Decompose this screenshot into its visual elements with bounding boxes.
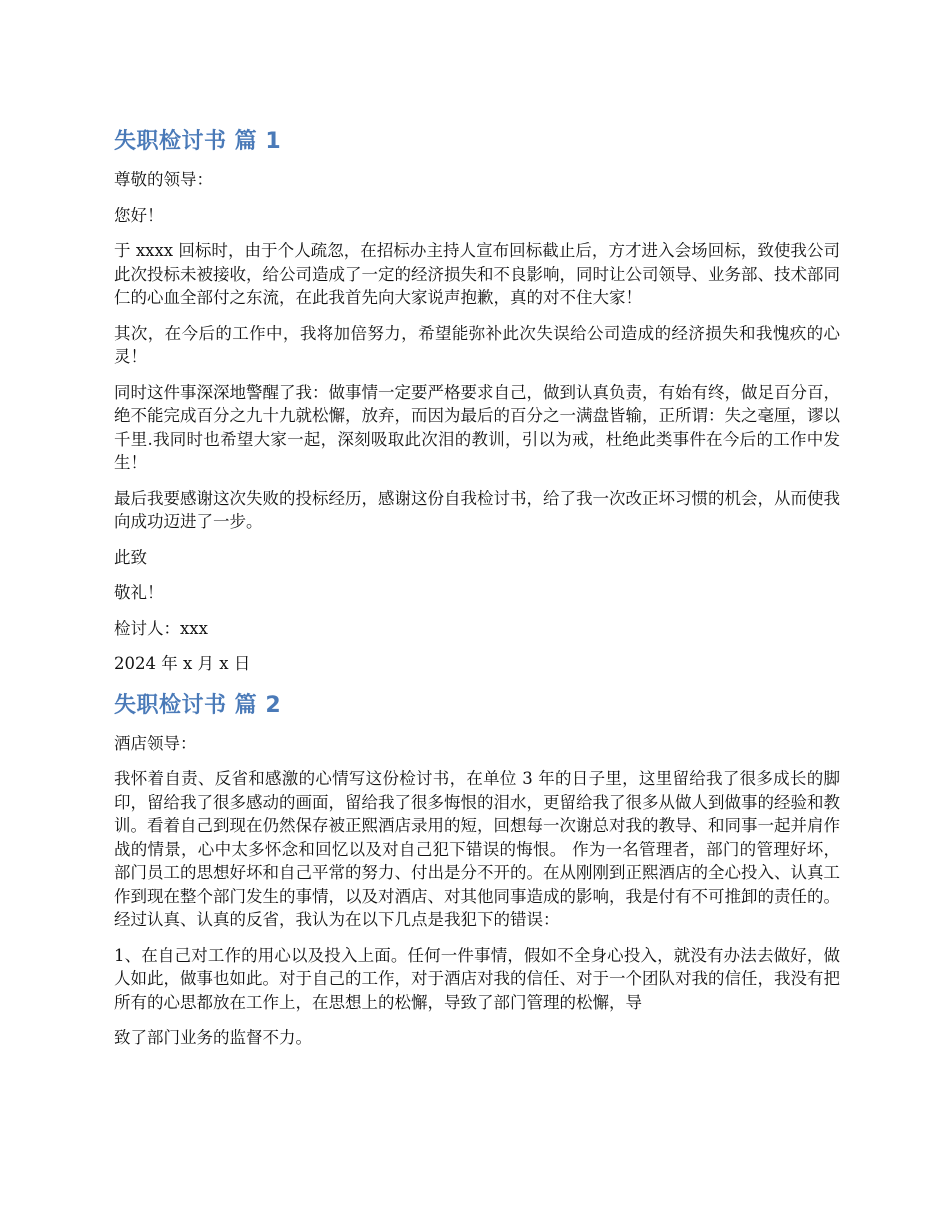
section-1-title: 失职检讨书 篇 1 [114,129,282,154]
body-paragraph: 我怀着自责、反省和感激的心情写这份检讨书，在单位 3 年的日子里，这里留给我了很多成长的脚印，留给我了很多感动的画面，留给我了很多悔恨的泪水，更留给我了很多从做人到做事的经验和教训。看着自己到现在仍然保存被正熙酒店录用的短，回想每一次谢总对我的教导、和同事一起并肩作战的情景，心中太多怀念和回忆以及对自己犯下错误的悔恨。 作为一名管理者，部门的管理好坏，部门员工的思想好坏和自己平常的努力、付出是分不开的。在从刚刚到正熙酒店的全心投入、认真工作到现在整个部门发生的事情，以及对酒店、对其他同事造成的影响，我是付有不可推卸的责任的。经过认真、认真的反省，我认为在以下几点是我犯下的错误： [114,769,840,929]
body-paragraph: 1、在自己对工作的用心以及投入上面。任何一件事情，假如不全身心投入，就没有办法去做好，做人如此，做事也如此。对于自己的工作，对于酒店对我的信任、对于一个团队对我的信任，我没有把所有的心思都放在工作上，在思想上的松懈，导致了部门管理的松懈，导 [114,945,840,1012]
section-2-title: 失职检讨书 篇 2 [114,692,282,718]
body-paragraph: 同时这件事深深地警醒了我：做事情一定要严格要求自己，做到认真负责，有始有终，做足百分百，绝不能完成百分之九十九就松懈，放弃，而因为最后的百分之一满盘皆输，正所谓：失之毫厘，谬以千里.我同时也希望大家一起，深刻吸取此次泪的教训，引以为戒，杜绝此类事件在今后的工作中发生！ [114,382,840,472]
salutation: 酒店领导： [114,733,197,753]
body-paragraph: 于 xxxx 回标时，由于个人疏忽，在招标办主持人宣布回标截止后，方才进入会场回标，致使我公司此次投标未被接收，给公司造成了一定的经济损失和不良影响，同时让公司领导、业务部、技术部同仁的心血全部付之东流，在此我首先向大家说声抱歉，真的对不住大家！ [114,241,840,307]
closing-salute: 敬礼！ [114,583,164,602]
document-page [114,124,840,1062]
greeting: 您好！ [114,205,164,225]
body-paragraph: 最后我要感谢这次失败的投标经历，感谢这份自我检讨书，给了我一次改正坏习惯的机会，从而使我向成功迈进了一步。 [114,488,840,531]
closing-line: 此致 [114,547,147,567]
signature-line: 检讨人：xxx [114,618,208,638]
date-line: 2024 年 x 月 x 日 [114,654,251,673]
salutation: 尊敬的领导： [114,170,213,189]
body-paragraph: 其次，在今后的工作中，我将加倍努力，希望能弥补此次失误给公司造成的经济损失和我愧疚的心灵！ [114,323,840,366]
body-paragraph: 致了部门业务的监督不力。 [114,1028,312,1047]
